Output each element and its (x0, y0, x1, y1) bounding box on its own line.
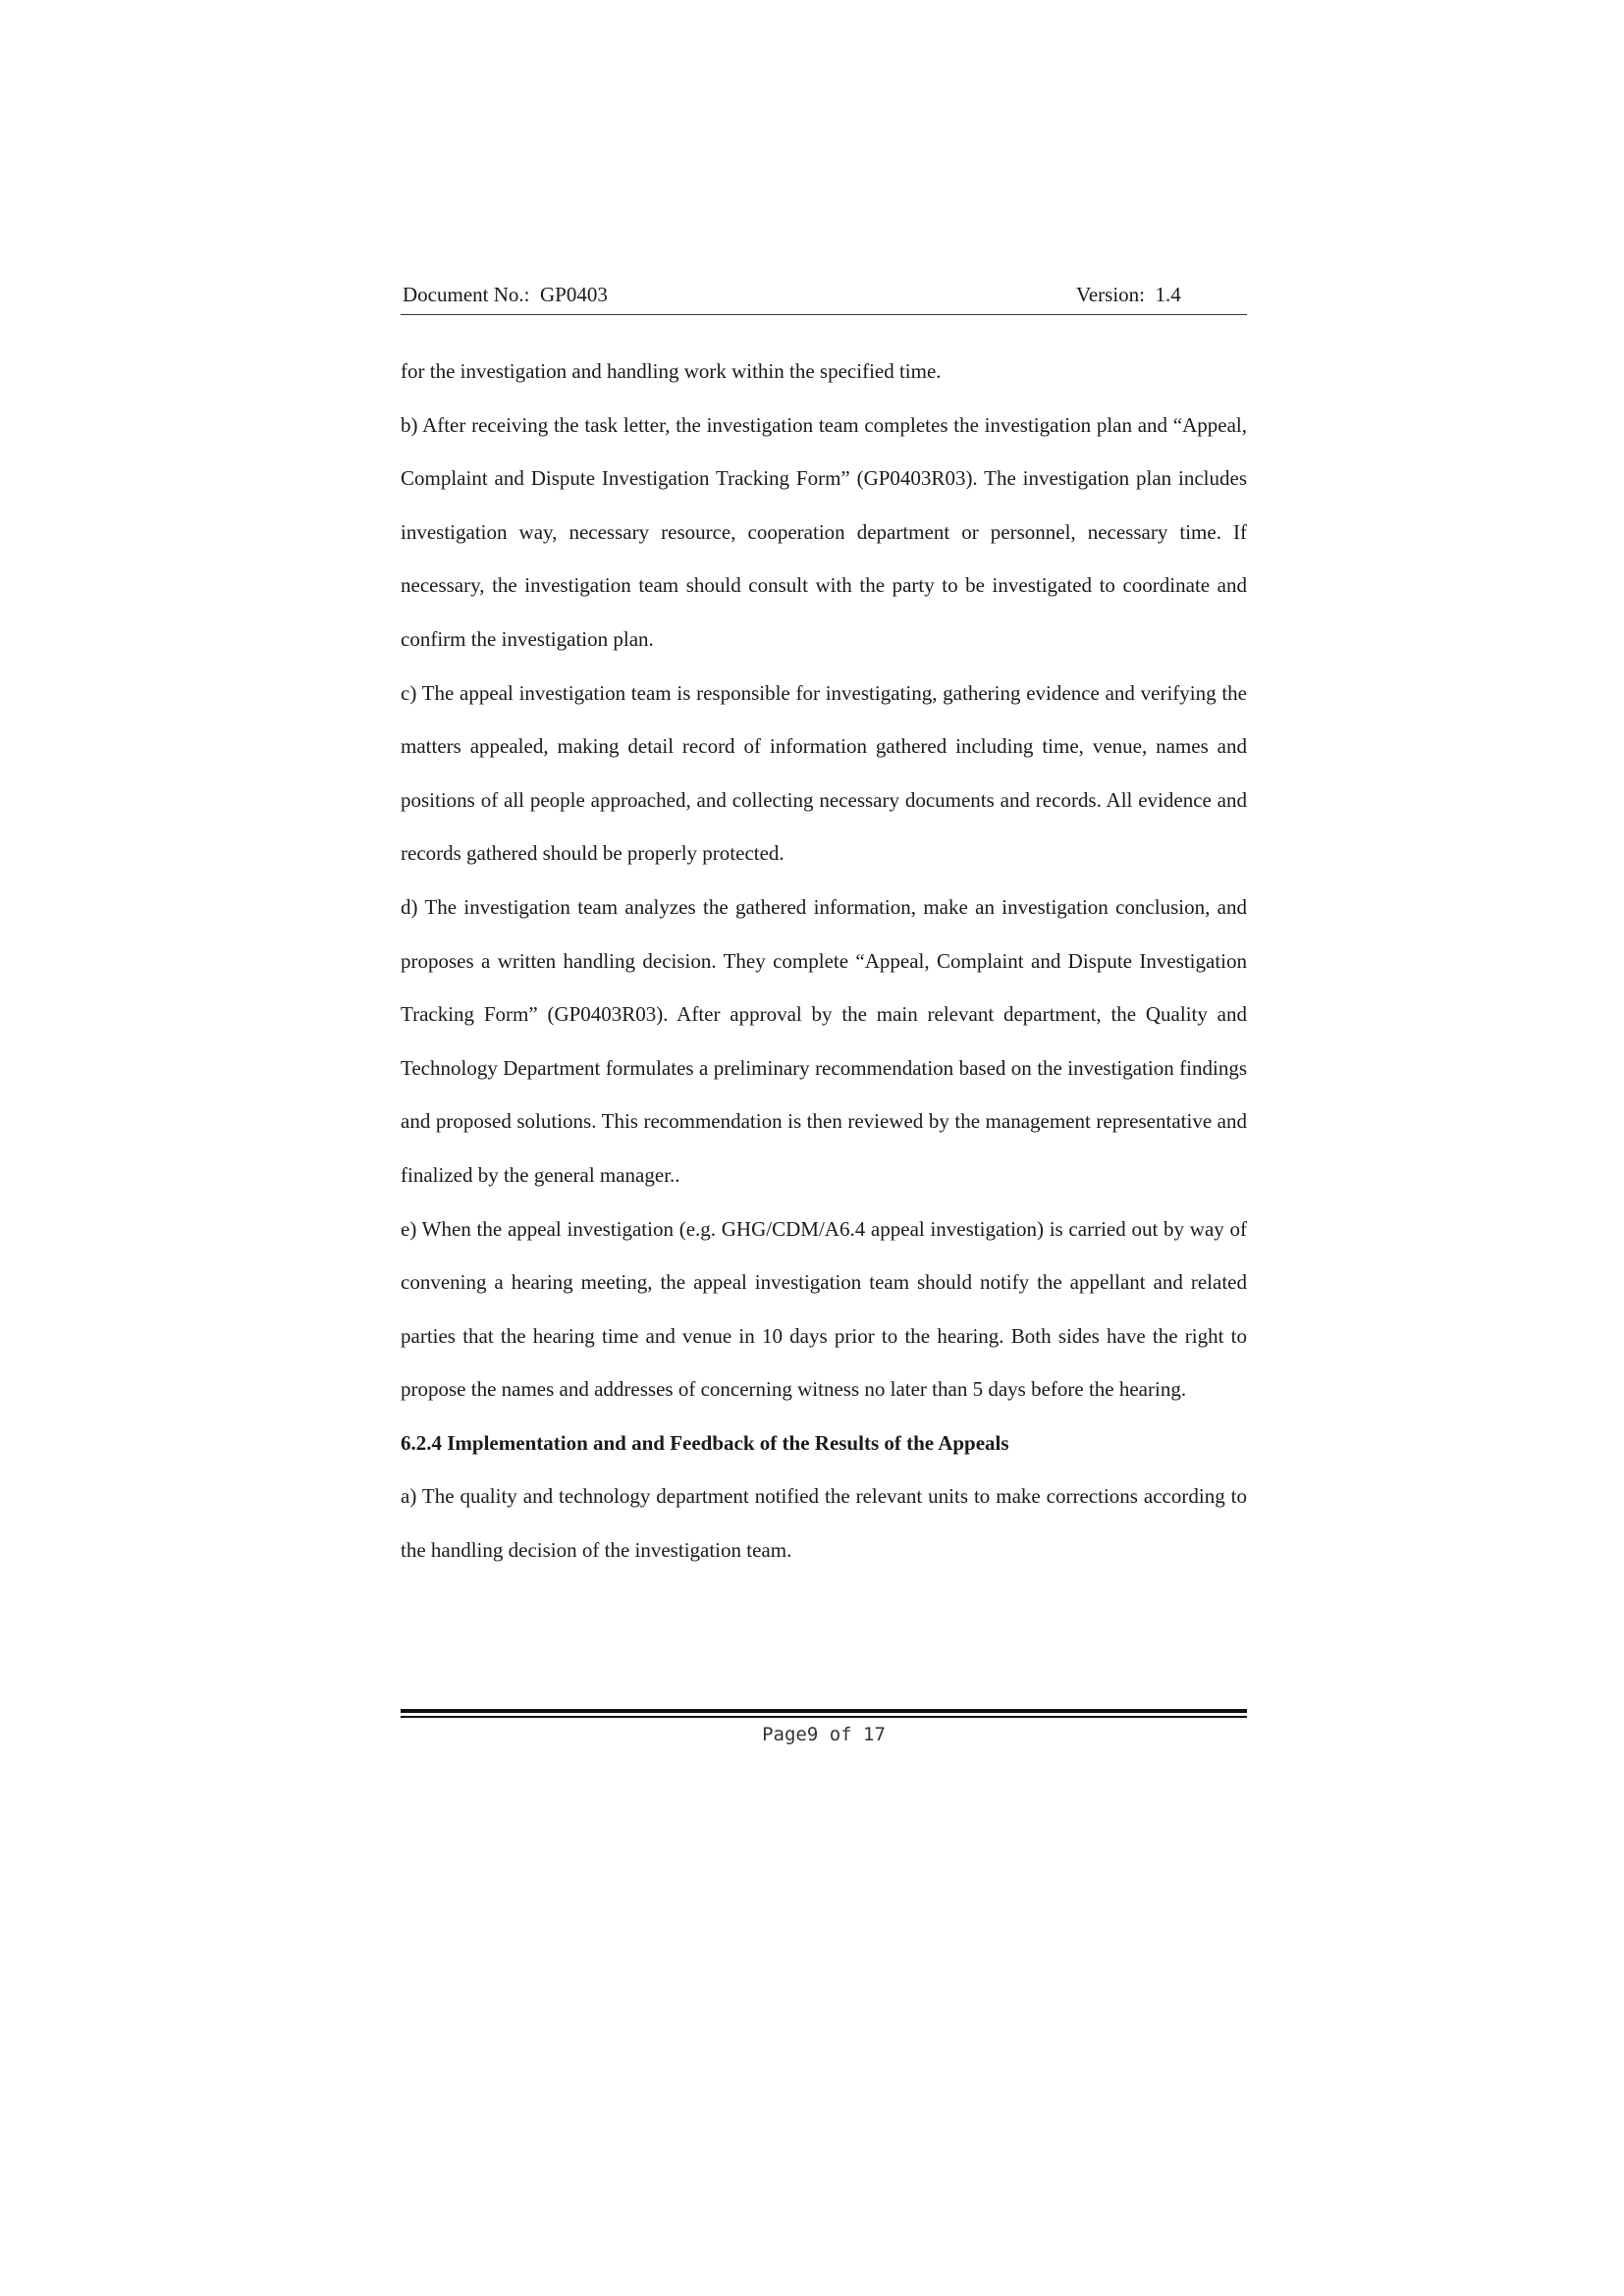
document-number: Document No.: GP0403 (403, 283, 608, 306)
paragraph-e: e) When the appeal investigation (e.g. GHG/CDM/A6.4 appeal investigation) is carried out by way of convening a hearing meeting, the appeal investigation team should notify the appellant and related parties that the hearing time and venue in 10 days prior to the hearing. Both sides have the right to propose the names and addresses of concerning witness no later than 5 days before the hearing. (401, 1216, 1247, 1402)
document-version: Version: 1.4 (1076, 283, 1181, 306)
footer-rule-thick (401, 1709, 1247, 1713)
page-number: Page9 of 17 (762, 1724, 886, 1745)
body-text (401, 345, 1247, 1577)
paragraph-continuation: for the investigation and handling work within the specified time. (401, 359, 942, 383)
section-heading-6-2-4: 6.2.4 Implementation and and Feedback of the Results of the Appeals (401, 1430, 1009, 1455)
paragraph-d: d) The investigation team analyzes the gathered information, make an investigation conclusion, and proposes a written handling decision. They complete “Appeal, Complaint and Dispute Investigation Tracking Form” (GP0403R03). After approval by the main relevant department, the Quality and Technology Department formulates a preliminary recommendation based on the investigation findings and proposed solutions. This recommendation is then reviewed by the management representative and finalized by the general manager.. (401, 894, 1247, 1187)
paragraph-c: c) The appeal investigation team is responsible for investigating, gathering evidence and verifying the matters appealed, making detail record of information gathered including time, venue, names and positions of all people approached, and collecting necessary documents and records. All evidence and records gathered should be properly protected. (401, 680, 1247, 866)
paragraph-b: b) After receiving the task letter, the investigation team completes the investigation plan and “Appeal, Complaint and Dispute Investigation Tracking Form” (GP0403R03). The investigation plan includes investigation way, necessary resource, cooperation department or personnel, necessary time. If necessary, the investigation team should consult with the party to be investigated to coordinate and confirm the investigation plan. (401, 412, 1247, 651)
footer-rule-thin (401, 1716, 1247, 1718)
page-header (401, 281, 1247, 315)
paragraph-a: a) The quality and technology department notified the relevant units to make corrections according to the handling decision of the investigation team. (401, 1484, 1247, 1563)
